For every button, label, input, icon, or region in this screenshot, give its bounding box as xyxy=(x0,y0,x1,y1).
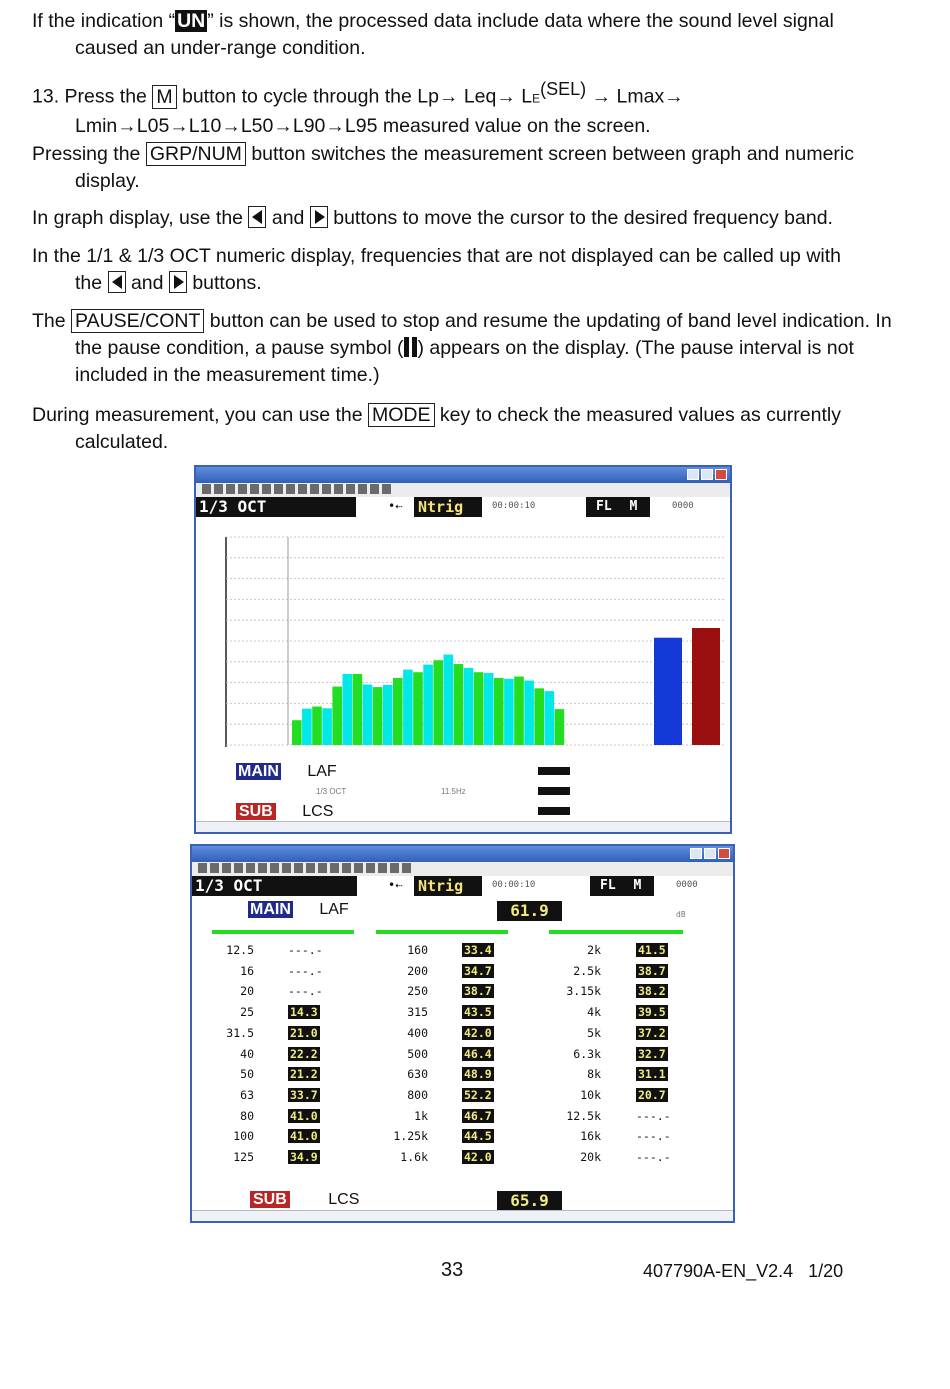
band-frequency: 200 xyxy=(407,963,428,978)
band-level: ---.- xyxy=(636,1150,671,1164)
band-bar xyxy=(464,668,474,745)
right-arrow-icon xyxy=(169,271,187,293)
pause-cont-key: PAUSE/CONT xyxy=(71,309,204,333)
band-frequency: 400 xyxy=(407,1025,428,1040)
band-level: 31.1 xyxy=(638,1067,666,1082)
band-level: 46.4 xyxy=(464,1046,492,1061)
maximize-icon[interactable] xyxy=(701,469,713,480)
main-value-box xyxy=(538,767,570,775)
band-frequency: 1k xyxy=(414,1108,428,1123)
para-under-range: If the indication “ UN ” is shown, the processed data include data where the sound level signal caused an under-range condition. xyxy=(32,10,834,59)
sub-weighting: LCS xyxy=(328,1191,360,1208)
graph-toolbar xyxy=(196,483,730,497)
band-level: 38.7 xyxy=(464,984,492,999)
grp-num-key: GRP/NUM xyxy=(146,142,246,166)
band-bar xyxy=(302,709,312,745)
band-level: 41.0 xyxy=(290,1108,318,1123)
band-bar xyxy=(494,678,504,745)
para-grp-num: Pressing the GRP/NUM button switches the measurement screen between graph and numeric display. xyxy=(32,143,854,192)
band-bar xyxy=(343,674,353,745)
sub-badge: SUB xyxy=(250,1191,290,1208)
band-level: 21.2 xyxy=(290,1067,318,1082)
band-level: 38.7 xyxy=(638,963,666,978)
band-frequency: 31.5 xyxy=(226,1025,254,1040)
band-level: 43.5 xyxy=(464,1005,492,1020)
band-frequency: 3.15k xyxy=(566,984,601,999)
band-frequency: 315 xyxy=(407,1005,428,1020)
band-frequency: 40 xyxy=(240,1046,254,1061)
band-frequency: 16 xyxy=(240,963,254,978)
sub-weighting: LCS xyxy=(302,803,334,820)
counter: 0000 xyxy=(672,501,694,511)
band-bar xyxy=(353,674,363,745)
band-level: 14.3 xyxy=(290,1005,318,1020)
un-indicator: UN xyxy=(177,10,206,32)
page-number: 33 xyxy=(441,1259,464,1281)
sub-value: 65.9 xyxy=(497,1191,562,1211)
band-frequency: 80 xyxy=(240,1108,254,1123)
band-level: 52.2 xyxy=(464,1087,492,1102)
numeric-screen xyxy=(190,844,735,1223)
band-frequency: 125 xyxy=(233,1150,254,1164)
para-pause: The PAUSE/CONT button can be used to stop and resume the updating of band level indication. In the pause condition, a pause symbol ( ) appears on the display. (The pause interval is not included in the measurement time.) xyxy=(32,310,892,386)
band-level: 33.4 xyxy=(464,943,492,957)
main-badge: MAIN xyxy=(250,901,291,918)
numeric-titlebar xyxy=(192,846,733,862)
band-frequency: 63 xyxy=(240,1087,254,1102)
sub-row xyxy=(250,1191,359,1209)
column-bar-1 xyxy=(212,930,354,934)
band-bar xyxy=(413,672,423,745)
band-frequency: 12.5k xyxy=(566,1108,601,1123)
band-frequency: 100 xyxy=(233,1129,254,1144)
band-level: 42.0 xyxy=(464,1150,492,1164)
band-bar xyxy=(524,681,534,745)
band-frequency: 2k xyxy=(587,943,601,957)
band-level: 41.0 xyxy=(290,1129,318,1144)
band-bar xyxy=(393,678,403,745)
band-frequency: 160 xyxy=(407,943,428,957)
minimize-icon[interactable] xyxy=(690,848,702,859)
column-bar-3 xyxy=(549,930,683,934)
band-level: ---.- xyxy=(636,1129,671,1144)
trigger-label: Ntrig xyxy=(414,876,482,896)
sub-overall-bar xyxy=(692,628,720,745)
band-bar xyxy=(534,688,544,745)
band-bar xyxy=(363,685,373,745)
sub-value-box xyxy=(538,807,570,815)
band-level: ---.- xyxy=(288,963,323,978)
fl-m-label: FL M xyxy=(590,876,654,896)
m-key: M xyxy=(152,85,176,109)
left-arrow-icon xyxy=(108,271,126,293)
numeric-footer xyxy=(192,1210,733,1221)
main-row xyxy=(248,901,349,919)
close-icon[interactable] xyxy=(718,848,730,859)
numeric-toolbar xyxy=(192,862,733,876)
fl-m-label: FL M xyxy=(586,497,650,517)
band-bar xyxy=(545,691,555,745)
band-level: 22.2 xyxy=(290,1046,318,1061)
band-level: 46.7 xyxy=(464,1108,492,1123)
band-level: 41.5 xyxy=(638,943,666,957)
band-bar xyxy=(555,709,565,745)
band-bar xyxy=(454,664,464,745)
band-level: ---.- xyxy=(288,943,323,957)
trigger-label: Ntrig xyxy=(414,497,482,517)
mode-label: 1/3 OCT xyxy=(196,497,356,517)
band-level: ---.- xyxy=(636,1108,671,1123)
para-mode: During measurement, you can use the MODE key to check the measured values as currently calculated. xyxy=(32,404,841,453)
counter: 0000 xyxy=(676,880,698,890)
band-frequency: 1.25k xyxy=(393,1129,428,1144)
band-level: 32.7 xyxy=(638,1046,666,1061)
band-frequency: 50 xyxy=(240,1067,254,1082)
band-frequency: 8k xyxy=(587,1067,601,1082)
band-frequency: 250 xyxy=(407,984,428,999)
sub-badge: SUB xyxy=(236,803,276,820)
close-icon[interactable] xyxy=(715,469,727,480)
main-value: 61.9 xyxy=(497,901,562,921)
band-label: 11.5Hz xyxy=(441,787,466,796)
usb-icon: •⇠ xyxy=(388,499,403,513)
pause-icon xyxy=(403,337,417,357)
cursor-value-box xyxy=(538,787,570,795)
graph-footer xyxy=(196,821,730,832)
band-bar xyxy=(474,672,484,745)
main-overall-bar xyxy=(654,638,682,745)
maximize-icon[interactable] xyxy=(704,848,716,859)
usb-icon: •⇠ xyxy=(388,878,403,892)
band-level: 42.0 xyxy=(464,1025,492,1040)
band-frequency: 10k xyxy=(580,1087,601,1102)
band-bar xyxy=(433,660,443,745)
band-level: 20.7 xyxy=(638,1087,666,1102)
band-bar xyxy=(444,655,454,745)
band-bar xyxy=(403,670,413,745)
band-level: 34.7 xyxy=(464,963,492,978)
band-bar xyxy=(484,673,494,745)
band-bar xyxy=(423,665,433,745)
band-frequency: 12.5 xyxy=(226,943,254,957)
band-bar xyxy=(383,685,393,745)
graph-statusbar xyxy=(196,497,730,517)
left-arrow-icon xyxy=(248,206,266,228)
elapsed-time: 00:00:10 xyxy=(492,501,536,511)
mode-label: 1/3 OCT xyxy=(192,876,357,896)
band-level: ---.- xyxy=(288,984,323,999)
numeric-statusbar xyxy=(192,876,733,896)
main-row xyxy=(236,763,337,781)
main-weighting: LAF xyxy=(319,901,349,918)
band-frequency: 1.6k xyxy=(400,1150,428,1164)
band-frequency: 4k xyxy=(587,1005,601,1020)
para-graph-cursor: In graph display, use the and buttons to move the cursor to the desired frequency band. xyxy=(32,207,833,229)
right-arrow-icon xyxy=(310,206,328,228)
band-bar xyxy=(504,679,514,745)
band-frequency: 5k xyxy=(587,1025,601,1040)
doc-code: 407790A-EN_V2.4 1/20 xyxy=(643,1261,844,1281)
main-weighting: LAF xyxy=(307,763,337,780)
band-bar xyxy=(514,677,524,745)
column-bar-2 xyxy=(376,930,508,934)
para-step-13: 13. Press the M button to cycle through the $Lp\to Leq\to LE^{(SEL)} \to Lmax\to$ Lmin→L05→L10→L50→L90→L95 measured value on the screen. xyxy=(32,79,684,137)
band-frequency: 16k xyxy=(580,1129,601,1144)
band-level: 21.0 xyxy=(290,1025,318,1040)
band-frequency: 2.5k xyxy=(573,963,601,978)
band-frequency: 500 xyxy=(407,1046,428,1061)
band-bar xyxy=(312,707,322,745)
band-bar xyxy=(322,708,332,745)
band-bar xyxy=(292,720,302,745)
graph-screen xyxy=(194,465,732,834)
graph-titlebar xyxy=(196,467,730,483)
band-frequency: 630 xyxy=(407,1067,428,1082)
mode-key: MODE xyxy=(368,403,435,427)
main-badge: MAIN xyxy=(238,763,279,780)
band-frequency: 6.3k xyxy=(573,1046,601,1061)
band-level: 39.5 xyxy=(638,1005,666,1020)
band-frequency: 20k xyxy=(580,1150,601,1164)
band-level: 33.7 xyxy=(290,1087,318,1102)
band-level: 44.5 xyxy=(464,1129,492,1144)
band-bar xyxy=(332,687,342,745)
band-frequency: 20 xyxy=(240,984,254,999)
band-level: 38.2 xyxy=(638,984,666,999)
band-bar xyxy=(373,687,383,745)
octave-label: 1/3 OCT xyxy=(316,787,347,796)
sub-row xyxy=(236,803,333,821)
band-level: 37.2 xyxy=(638,1025,666,1040)
elapsed-time: 00:00:10 xyxy=(492,880,536,890)
band-level: 48.9 xyxy=(464,1067,492,1082)
band-frequency: 25 xyxy=(240,1005,254,1020)
band-level: 34.9 xyxy=(290,1150,318,1164)
para-numeric-display: In the 1/1 & 1/3 OCT numeric display, frequencies that are not displayed can be called up with the and buttons. xyxy=(32,245,841,294)
band-frequency: 800 xyxy=(407,1087,428,1102)
minimize-icon[interactable] xyxy=(687,469,699,480)
unit-label: dB xyxy=(676,910,686,919)
